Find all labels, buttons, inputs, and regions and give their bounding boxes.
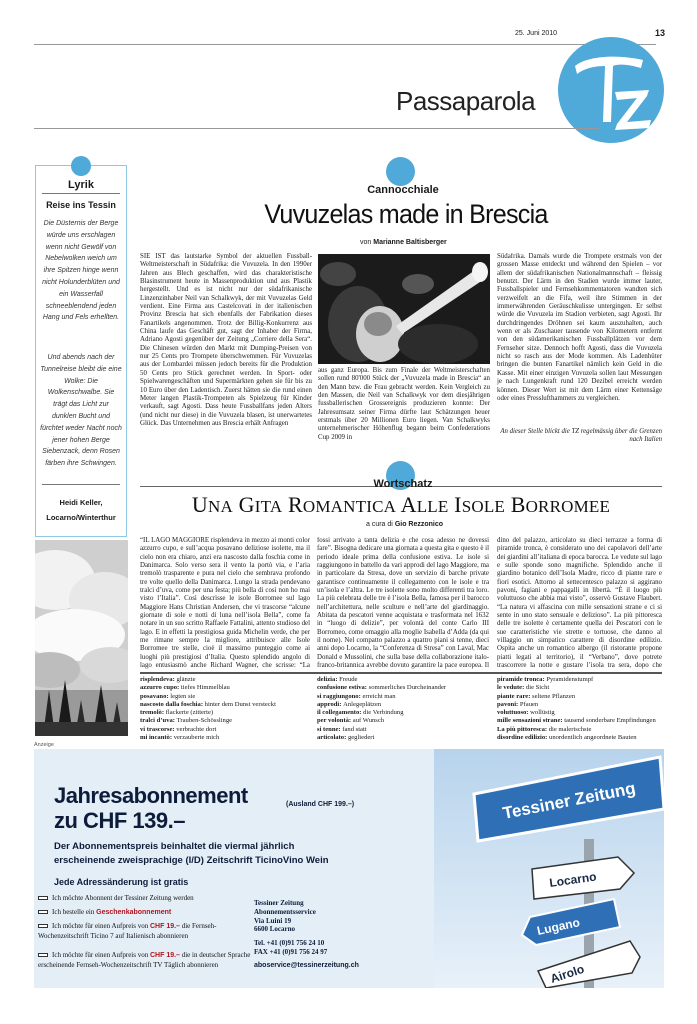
glossary-term: disordine edilizio: [497, 734, 550, 742]
column-text: risplendeva in mezzo ai monti color azzurro cupo, e sull’acqua posavano deliziose isolette, ma il cielo non era chiaro, anzi era nascosto dalla foschia come in Danimarca. Solo verso sera il vento la portò via, e l’aria tremolò trasparente e pura nel cielo che sembrava profondo tre volte quello della Danimarca. Lungo la strada pendevano tralci d’uva, come per una festa; più bella di così non ho mai visto l’Italia”. Così descrisse le isole Borromee sul lago Maggiore Hans Christian Andersen, che vi trascorse “alcune giornate di sole e notti di luna nell’isola Bella”, come fa notare in un suo scritto Raffaele Fattalini, attento studioso del lago. E in effetti la prestigiosa guida Michelin verde, che per me rimane sempre la migliore, attribuisce alle Isole Borromee tre stelle, cioè il massimo punteggio come ai luoghi più prestigiosi d’Italia. Questo splendido angolo di lago entusiasmò anche Richard Wagner, che scrisse: “La [140, 537, 310, 669]
sidebar-rule [42, 484, 120, 485]
ad-foreign-price: (Ausland CHF 199.–) [286, 801, 355, 808]
option-rest: die Fernseh-Wochenzeitschrift Ticino 7 auf Italienisch abonnieren [38, 922, 217, 940]
article-kicker: Cannocchiale [367, 184, 439, 196]
poem-stanza: Und abends nach der Tunnelreise bleibt die eine Wolke: Die Wolkenschwalbe. Sie trägt das Licht zur dunklen Bucht und fürchtet weder Nacht noch jener hohen Berge Siebenzack, denn Rosen färben ihre Schwingen. [40, 354, 122, 468]
article-dot [386, 157, 415, 186]
glossary-entry [317, 709, 489, 717]
article-byline [366, 521, 443, 528]
glossary-entry [140, 684, 310, 692]
option-rest: die in deutscher Sprache erscheinende Fernseh-Wochenzeitschrift TV Täglich abonnieren [38, 951, 251, 969]
address-line: Tessiner Zeitung [254, 899, 304, 907]
byline-author: Marianne Baltisberger [373, 239, 447, 246]
ad-subheadline: Der Abonnementspreis beinhaltet die viermal jährlich [54, 841, 295, 852]
glossary-term: La più pittoresca: [497, 725, 549, 733]
option-text: Ich möchte für einen Aufpreis von [52, 922, 150, 930]
glossary-term: mille sensazioni strane: [497, 717, 565, 725]
glossary-entry [140, 676, 310, 684]
section-title: Passaparola [396, 86, 536, 116]
glossary-entry [317, 717, 489, 725]
glossary-term: piramide tronca: [497, 676, 547, 683]
glossary-term: approdi: [317, 700, 344, 708]
glossary-definition: hinter dem Dunst versteckt [204, 700, 276, 708]
glossary-entry [497, 717, 662, 725]
glossary-entry [317, 726, 489, 734]
ad-subheadline: erscheinende zweisprachige (I/D) Zeitschrift TicinoVino Wein [54, 855, 329, 866]
glossary-term: per volontà: [317, 717, 353, 725]
glossary-term: confusione estiva: [317, 684, 369, 692]
address-line: Abonnementsservice [254, 907, 316, 916]
glossary-rule [140, 672, 662, 674]
poem-author-place: Locarno/Winterthur [46, 513, 116, 522]
glossary-entry [497, 701, 662, 709]
glossary-column [140, 676, 310, 742]
glossary-term: piante rare: [497, 692, 533, 700]
subscribe-option[interactable] [38, 894, 253, 903]
ad-email-link[interactable]: aboservice@tessinerzeitung.ch [254, 962, 359, 969]
glossary-definition: seltene Pflanzen [532, 692, 576, 700]
issue-date: 25. Juni 2010 [515, 30, 558, 37]
vuvuzela-photo-graphic [318, 254, 490, 364]
glossary-entry [497, 684, 662, 692]
option-highlight: CHF 19.– [149, 923, 180, 930]
ticino7-option[interactable] [38, 922, 253, 940]
glossary-entry [497, 726, 662, 734]
sign-locarno-text: Locarno [548, 869, 598, 890]
byline-prefix: a cura di [366, 521, 393, 528]
article-column: aus ganz Europa. Bis zum Finale der Weltmeisterschaften sollen rund 80'000 Stück der „Vuvuzela made in Brescia“ an den Mann bzw. die Frau gebracht werden. Kein Vergleich zu den Massen, die Neil van Schalkwyk vor dem diesjährigen fussballerischen Grossereignis produzieren konnte: Der Jahresumsatz seiner Firma dürfte laut Schätzungen heuer erstmals über 20 Millionen Euro liegen. Van Schalkwyks unternehmerischer Höhenflug begann beim Confederations Cup 2009 in [318, 367, 490, 441]
glossary-definition: legten sie [170, 692, 196, 700]
ad-address [254, 899, 316, 934]
glossary-definition: fand statt [342, 725, 367, 733]
glossary-definition: Anlegeplätzen [343, 700, 382, 708]
phone-number: Tel. +41 (0)91 756 24 10 [254, 939, 325, 947]
checkbox[interactable] [38, 910, 48, 914]
article-byline [360, 239, 447, 246]
glossary-entry [140, 726, 310, 734]
signpost-illustration [434, 749, 664, 988]
address-line: 6600 Locarno [254, 925, 296, 934]
glossary-entry [140, 701, 310, 709]
byline-author: Gio Rezzonico [394, 521, 444, 528]
glossary-entry [140, 717, 310, 725]
glossary-entry [317, 734, 489, 742]
article-column [140, 537, 310, 669]
glossary-entry [140, 693, 310, 701]
glossary-entry [497, 709, 662, 717]
ad-headline: Jahresabonnement [54, 783, 248, 808]
poem-author: Heidi Keller, [59, 498, 103, 507]
glossary-column [497, 676, 662, 742]
glossary-term: si tenne: [317, 725, 343, 733]
glossary-definition: auf Wunsch [352, 717, 385, 725]
ad-contact [254, 939, 327, 957]
sidebar-rule [42, 193, 120, 194]
glossary-entry [140, 734, 310, 742]
glossary-term: tralci d’uva: [140, 717, 177, 725]
lead-in: “IL LAGO MAGGIORE [140, 537, 211, 544]
glossary-term: mi incantò: [140, 734, 174, 742]
glossary-term: tremolò: [140, 709, 166, 717]
glossary-term: risplendeva: [140, 676, 177, 683]
glossary-entry [317, 676, 489, 684]
glossary-definition: unordentlich angeordnete Bauten [549, 734, 637, 742]
sign-main-text: Tessiner Zeitung [501, 778, 638, 823]
glossary-definition: Pfauen [519, 700, 539, 708]
glossary-term: articolato: [317, 734, 348, 742]
lake-photo [35, 540, 128, 736]
sidebar-title: Lyrik [68, 179, 94, 191]
glossary-definition: erreicht man [362, 692, 396, 700]
glossary-entry [140, 709, 310, 717]
option-text: Ich möchte für einen Aufpreis von [52, 951, 150, 959]
sign-lugano-text: Lugano [535, 915, 582, 938]
ad-headline-price: zu CHF 139.– [54, 808, 185, 833]
checkbox[interactable] [38, 953, 48, 957]
glossary-definition: verbrachte dort [176, 725, 217, 733]
byline-prefix: von [360, 239, 372, 246]
article-headline: Vuvuzelas made in Brescia [264, 199, 548, 229]
section-rule [34, 128, 599, 129]
glossary-definition: flackerte (zitterte) [165, 709, 214, 717]
ad-address-note: Jede Adressänderung ist gratis [54, 877, 189, 887]
glossary-definition: Pyramidenstumpf [546, 676, 594, 683]
article-column: fossi arrivato a tanta delizia e che cosa adesso ne dovessi fare”. Bisogna dedicare una giornata a questa gita e questo è il periodo ideale prima della confusione estiva. Le isole si raggiungono in battello da vari approdi del lago Maggiore, ma in particolare da Stresa, dove un servizio di barche private garantisce continuamente il collegamento con le isole e tra un’isola e l’altra. Le tre isolette sono molto differenti tra loro. La più celebrata delle tre è l’isola Bella, famosa per il barocco nell’architettura, nelle sculture e nell’arte del giardinaggio. Abitata da pescatori venne acquistata e trasformata nel 1632 in “luogo di delizie”, per volontà del conte Carlo III Borromeo, come omaggio alla moglie Isabella d’Adda (da qui il nome). Nel compatto palazzo a quattro piani si tenne, dieci anni dopo Locarno, la “Conferenza di Stresa” con Laval, Mac Donald e Mussolini, che sulla base della collaborazione italo-franco-britannica avrebbe dovuto garantire la pace europea. Il [317, 537, 489, 669]
article-column: SIE IST das lautstarke Symbol der aktuellen Fussball-Weltmeisterschaft in Südafrika: die Vuvuzela. In den 1990er Jahren aus Blech geschaffen, wird das charakteristische Blasinstrument heute in Massenproduktion und aus Plastik hergestellt. Und es ist nicht nur der südafrikanische Linzenzinhaber Neil van Schalkwyk, der mit Vuvuzelas Geld verdient. Eine Firma aus Castelcovati in der italienischen Provinz Brescia hat sich ebenfalls der Fabrikation dieses Fanartikels angenommen. Trotz der Billig-Konkurrenz aus China laufe das Geschäft gut, sagt der Inhaber der Firma, Adriano Agosti gegenüber der Zeitung „Corriere della Sera“. Die Chinesen würden den Markt mit Dumping-Preisen von nur 25 Cents pro Trompete überschwemmen. Für Vuvuzelas aus der Lombardei müssen jedoch bereits für die Produktion 50 Cents pro Stück gerechnet werden. In Sport- oder Spielwarengeschäften und Supermärkten gehen sie für bis zu 10 Euro über den Ladentisch. Zuerst hätten sie die rund einen Meter langen Plastik-Trompeten als Spielzeug für Kinder verkauft, sagt Agosti. Dass heute Fussballfans jeden Alters (und nicht nur diese) in die Vuvuzela blasen, ist unerwartetes Glück. Das Unternehmen aus Brescia erhält Anfragen [140, 253, 312, 427]
gift-subscription-option[interactable] [38, 908, 253, 918]
option-highlight: Geschenkabonnement [96, 909, 172, 916]
poem-stanza: Die Düsternis der Berge würde uns erschlagen wenn nicht Gewölf von Nebelwolken weich um ihre Spitzen hinge wenn nicht Holunderblüten und ein Wasserfall schneeblendend jeden Hang und Fels erhellten. [42, 220, 120, 322]
glossary-definition: gegliedert [347, 734, 375, 742]
glossary-definition: verzauberte mich [173, 734, 220, 742]
article-column: Südafrika. Damals wurde die Trompete erstmals von der grossen Masse entdeckt und während den Spielen – vor allem der südafrikanischen Nationalmannschaft – fleissig benutzt. Der Lärm in den Stadien wurde immer lauter, Fussballspieler und Fernsehkommentatoren wandten sich verzweifelt an die Fifa, weil ihre Stimmen in der immerwährenden Geräuschkulisse untergingen. Er selbst würde die Vuvuzela im Stadion verbieten, sagt Agosti. Ihr durchdringendes Dröhnen sei kaum auszuhalten, auch wenn er als Zuschauer tausende von Kilometern entfernt von den südamerikanischen Fussballplätzen vor dem Fernseher sitze. Dennoch hofft Agosti, dass die Vuvuzela nicht so rasch aus der Mode kommen. Als Ladenhüter bringen die bunten Fanartikel nämlich kein Geld in die Kasse. Mit einer einzigen Vuvuzela sollen laut Messungen je nach Lungenkraft rund 120 Dezibel erreicht werden können. Dieser Wert ist mit dem Lärm einer Kettensäge oder eines Presslufthammers zu vergleichen. [497, 253, 662, 402]
vuvuzela-photo [318, 254, 490, 364]
ad-label: Anzeige [34, 742, 54, 748]
glossary-entry [497, 734, 662, 742]
glossary-term: il collegamento: [317, 709, 364, 717]
glossary-term: le vedute: [497, 684, 526, 692]
sidebar-dot [71, 156, 91, 176]
glossary-column [317, 676, 489, 742]
glossary-definition: glänzte [176, 676, 196, 683]
option-text: Ich möchte Abonnent der Tessiner Zeitung werden [52, 894, 194, 902]
address-line: Via Luini 19 [254, 916, 292, 925]
article-headline [140, 492, 662, 518]
glossary-definition: die Sicht [525, 684, 550, 692]
glossary-definition: wollüstig [530, 709, 555, 717]
glossary-definition: die malerischste [548, 725, 592, 733]
headline-text: UNA GITA ROMANTICA ALLE ISOLE BORROMEE [191, 492, 611, 517]
glossary-entry [317, 701, 489, 709]
glossary-definition: tausend sonderbare Empfindungen [564, 717, 656, 725]
glossary-term: voluttuoso: [497, 709, 531, 717]
glossary-term: posavano: [140, 692, 171, 700]
checkbox[interactable] [38, 896, 48, 900]
glossary-definition: Trauben-Schösslinge [176, 717, 233, 725]
glossary-term: nascosto dalla foschia: [140, 700, 205, 708]
glossary-definition: die Verbindung [363, 709, 404, 717]
glossary-entry [317, 693, 489, 701]
glossary-term: si raggiungono: [317, 692, 363, 700]
fax-number: FAX +41 (0)91 756 24 97 [254, 947, 328, 956]
glossary-term: pavoni: [497, 700, 520, 708]
option-highlight: CHF 19.– [149, 952, 180, 959]
article-kicker: Wortschatz [373, 478, 433, 490]
glossary-term: delizia: [317, 676, 340, 683]
lake-photo-graphic [35, 540, 128, 736]
article-column: dino del palazzo, articolato su dieci terrazze a forma di piramide tronca, è considerato uno dei capolavori dell’arte dei giardini all’italiana di epoca barocca. Le vedute sul lago e sulle sponde sono magnifiche. Splendido anche il giardino botanico dell’Isola Madre, ricco di piante rare e fiori esotici. Attorno al settecentesco palazzo si aggirano pavoni, fagiani e pappagalli in libertà. “È il luogo più voluttuoso che abbia mai visto”, osservò Gustave Flaubert. “La natura vi affascina con mille sensazioni strane e ci si sente in uno stato sensuale e delizioso”. La più pittoresca delle tre isolette è certamente quella dei Pescatori con le sue caratteristiche vie strette e tortuose, che danno al villaggio un simpatico carattere di disordine edilizio. Ospita anche un romantico albergo (il ristorante propone piatti legati al territorio), il “Verbano”, dove potrete trascorrere la notte e gustare l’isola tra sera, dopo che [497, 537, 662, 669]
tv-taeglich-option[interactable] [38, 951, 253, 969]
glossary-term: vi trascorse: [140, 725, 177, 733]
checkbox[interactable] [38, 924, 48, 928]
page-number: 13 [655, 28, 666, 38]
sidebar-subtitle: Reise ins Tessin [46, 200, 116, 210]
option-text: Ich bestelle ein [52, 908, 97, 916]
glossary-definition: Freude [339, 676, 358, 683]
glossary-entry [317, 684, 489, 692]
sign-airolo-text: Airolo [548, 961, 586, 986]
glossary-definition: sommerliches Durcheinander [368, 684, 447, 692]
glossary-entry [497, 676, 662, 684]
glossary-entry [497, 693, 662, 701]
article-footnote: An dieser Stelle blickt die TZ regelmässig über die Grenzen nach Italien [500, 428, 662, 444]
glossary-term: azzurro cupo: [140, 684, 181, 692]
glossary-definition: tiefes Himmelblau [180, 684, 230, 692]
